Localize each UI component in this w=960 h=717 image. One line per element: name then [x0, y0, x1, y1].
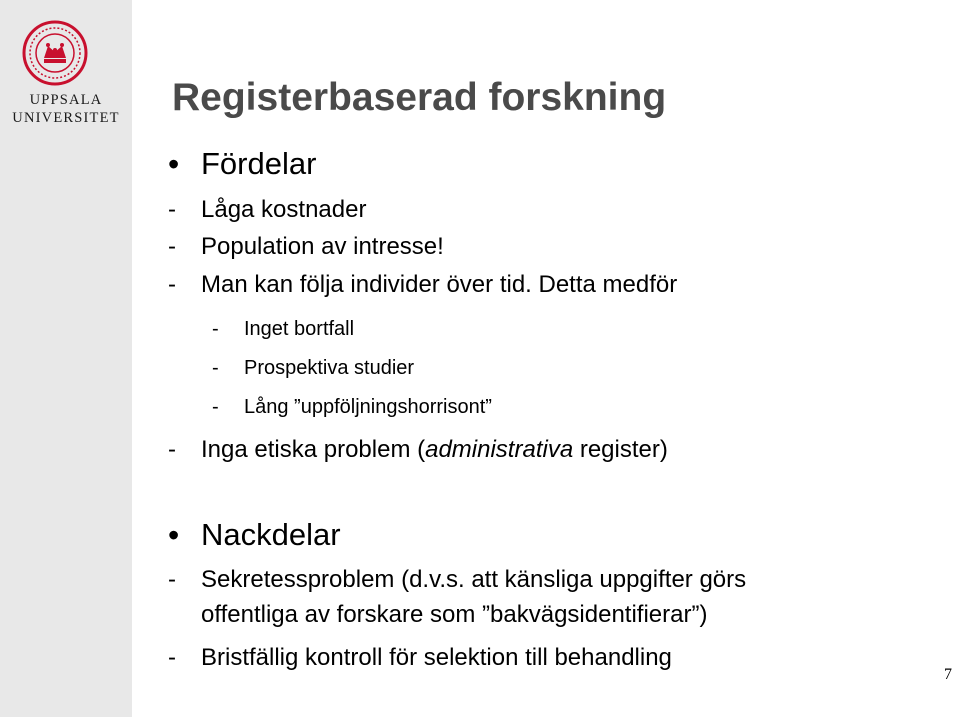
sub-list-item: Prospektiva studier [244, 357, 415, 379]
dash-marker: - [212, 318, 219, 340]
sidebar [0, 0, 132, 717]
list-item: Låga kostnader [201, 196, 367, 223]
dash-marker: - [168, 196, 176, 223]
logo-text-uppsala: UPPSALA [29, 92, 103, 108]
bullet-icon: • [168, 517, 180, 553]
sub-list-item: Inget bortfall [244, 318, 355, 340]
item-text-italic: administrativa [425, 436, 574, 463]
list-item: Bristfällig kontroll för selektion till behandling [201, 644, 672, 671]
dash-marker: - [168, 271, 176, 298]
university-seal-logo [22, 20, 88, 86]
list-item-continuation: offentliga av forskare som ”bakvägsidentifierar”) [201, 601, 708, 628]
logo-text-universitet: UNIVERSITET [12, 110, 120, 126]
dash-marker: - [212, 396, 219, 418]
section-heading-nackdelar: Nackdelar [201, 517, 341, 552]
dash-marker: - [168, 436, 176, 463]
page-number: 7 [944, 666, 952, 683]
item-text: register) [573, 436, 668, 463]
sub-list-item: Lång ”uppföljningshorrisont” [244, 396, 492, 418]
list-item: Sekretessproblem (d.v.s. att känsliga uppgifter görs [201, 566, 747, 593]
section-heading-fordelar: Fördelar [201, 146, 317, 181]
list-item: Man kan följa individer över tid. Detta medför [201, 271, 678, 298]
dash-marker: - [212, 357, 219, 379]
list-item: Population av intresse! [201, 233, 444, 260]
dash-marker: - [168, 233, 176, 260]
dash-marker: - [168, 644, 176, 671]
dash-marker: - [168, 566, 176, 593]
bullet-icon: • [168, 146, 180, 182]
slide-title: Registerbaserad forskning [172, 76, 667, 119]
list-item [201, 436, 668, 464]
item-text: Inga etiska problem ( [201, 436, 426, 463]
